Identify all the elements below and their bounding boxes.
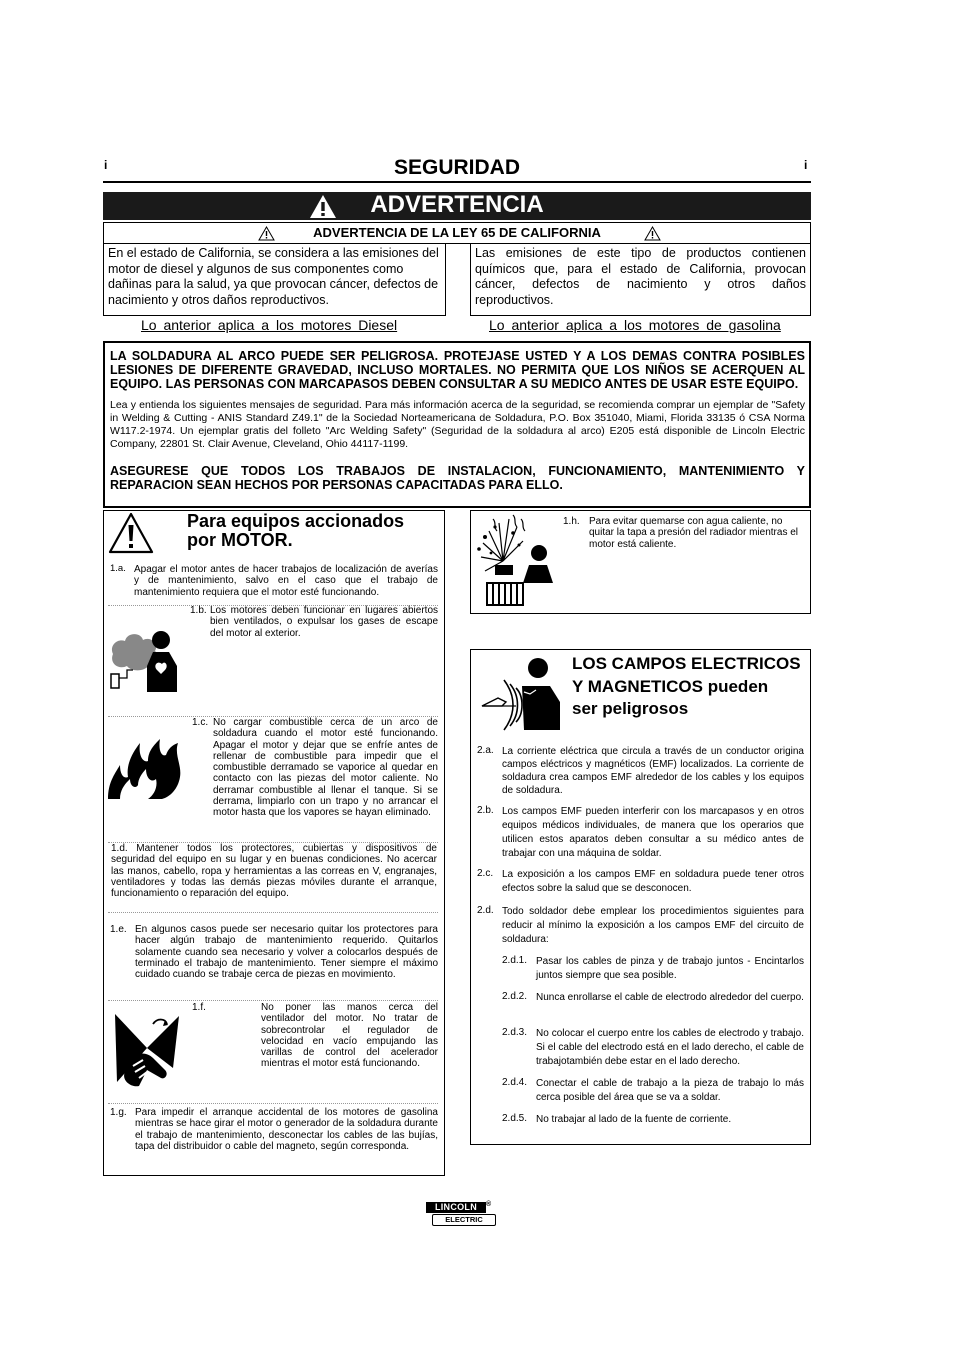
item-number: 1.c.	[192, 717, 209, 728]
exhaust-fumes-icon	[107, 626, 187, 696]
item-number: 2.d.4.	[502, 1077, 528, 1088]
emf-item-2d: Todo soldador debe emplear los procedimientos siguientes para reducir al mínimo la exposición a los campos EMF del circuito de soldadura:	[502, 906, 804, 945]
california-heading-box	[103, 222, 811, 244]
emf-subitem-2d4: Conectar el cable de trabajo a la pieza de trabajo lo más cerca posible del área que se va a soldar.	[536, 1078, 804, 1103]
engine-item-1e: En algunos casos puede ser necesario quitar los protectores para hacer algún trabajo de mantenimiento requerido. Quitarlos solamente cuando sea necesario y volver a colocarlos después de terminado el trabajo de mantenimiento. Tener siempre el máximo cuidado cuando se trabaje cerca de piezas en movimiento.	[135, 924, 438, 981]
item-number: 2.c.	[477, 868, 494, 879]
item-number: 2.d.	[477, 905, 494, 916]
item-number: 2.d.3.	[502, 1027, 528, 1038]
warning-bar-label: ADVERTENCIA	[370, 191, 544, 218]
logo-top-text: LINCOLN	[426, 1202, 486, 1213]
engine-item-1d	[111, 843, 437, 899]
item-number: 1.a.	[110, 563, 126, 574]
separator	[108, 912, 438, 913]
radiator-text: Para evitar quemarse con agua caliente, no quitar la tapa a presión del radiador mientras el motor está caliente.	[589, 516, 799, 550]
item-number: 1.g.	[110, 1107, 127, 1118]
california-diesel-text: En el estado de California, se considera a las emisiones del motor de diesel y algunos de sus componentes como dañinas para la salud, ya que provocan cáncer, defectos de nacimiento y otros daños reproductivos.	[108, 246, 439, 307]
general-warning-info: Lea y entienda los siguientes mensajes de seguridad. Para más información acerca de la seguridad, se recomienda comprar un ejemplar de "Safety in Welding & Cutting - ANIS Standard Z49.1" de la Sociedad Norteamericana de Soldadura, P.O. Box 351040, Miami, Florida 33135 ó CSA Norma W117.2-1974. Un ejemplar gratis del folleto "Arc Welding Safety" (Seguridad de la soldadura al arco) E205 está disponible de Lincoln Electric Company, 22801 St. Clair Avenue, Cleveland, Ohio 44117-1199.	[110, 399, 805, 450]
emf-heading-line3: ser peligrosos	[572, 699, 689, 718]
item-number: 1.d.	[111, 843, 128, 854]
engine-item-1a: Apagar el motor antes de hacer trabajos de localización de averías y de mantenimiento, salvo en el caso que el trabajo de mantenimiento requiera que el motor esté funcionando.	[134, 564, 438, 598]
item-number: 1.e.	[110, 924, 127, 935]
emf-subitem-2d1: Pasar los cables de pinza y de trabajo juntos - Encintarlos juntos siempre que sea posible.	[536, 956, 804, 981]
emf-item-2a: La corriente eléctrica que circula a través de un conductor origina campos eléctricos y magnéticos (EMF) localizados. La corriente de soldadura crea campos EMF alrededor de los cables y los equipos de soldadura.	[502, 746, 804, 796]
emf-heading-line1: LOS CAMPOS ELECTRICOS	[572, 654, 801, 673]
california-gasoline-box	[470, 243, 811, 316]
warning-bar	[103, 192, 811, 220]
separator	[108, 1103, 438, 1104]
engine-item-1c: No cargar combustible cerca de un arco de soldadura cuando el motor esté funcionando. Apagar el motor y dejar que se enfríe antes de rellenar de combustible para impedir que el combustible derramado se vaporice al quedar en contacto con las piezas del motor caliente. No derramar combustible al llenar el tanque. Si se derrama, limpiarlo con un trapo y no arrancar el motor hasta que los vapores se hayan eliminado.	[213, 717, 438, 819]
item-number: 2.a.	[477, 745, 494, 756]
general-warning-footer: ASEGURESE QUE TODOS LOS TRABAJOS DE INSTALACION, FUNCIONAMIENTO, MANTENIMIENTO Y REPARACION SEAN HECHOS POR PERSONAS CAPACITADAS PARA ELLO.	[110, 464, 805, 492]
separator	[108, 1000, 438, 1001]
diesel-caption: Lo anterior aplica a los motores Diesel	[141, 317, 398, 333]
engine-item-1d-text: Mantener todos los protectores, cubiertas y dispositivos de seguridad del equipo en su lugar y en buenas condiciones. No acercar las manos, cabello, ropa y herramientas a las correas en V, engranajes, ventiladores y todas las demás piezas móviles durante el arranque, funcionamiento o reparación del equipo.	[111, 843, 437, 900]
general-warning-text: LA SOLDADURA AL ARCO PUEDE SER PELIGROSA. PROTEJASE USTED Y A LOS DEMAS CONTRA POSIBLES LESIONES DE DIFERENTE GRAVEDAD, INCLUSO MORTALES. NO PERMITA QUE LOS NIÑOS SE ACERQUEN AL EQUIPO. LAS PERSONAS CON MARCAPASOS DEBEN CONSULTAR A SU MEDICO ANTES DE USAR ESTE EQUIPO.	[110, 349, 805, 391]
fire-flames-icon	[106, 735, 184, 801]
page-number-right: i	[804, 158, 808, 172]
lincoln-electric-logo	[424, 1202, 496, 1227]
emf-subitem-2d3: No colocar el cuerpo entre los cables de electrodo y trabajo. Si el cable del electrodo está en el lado derecho, el cable de trabajotambién debe estar en el lado derecho.	[536, 1028, 804, 1067]
warning-triangle-icon	[258, 226, 275, 241]
emf-heading-line2: Y MAGNETICOS pueden	[572, 676, 769, 696]
emf-welder-icon	[476, 652, 566, 732]
emf-heading	[572, 653, 810, 721]
emf-item-2b: Los campos EMF pueden interferir con los marcapasos y en otros equipos médicos individuales, de manera que los operarios que utilicen estos aparatos deben consultar a su médico antes de trabajar con una máquina de soldar.	[502, 806, 804, 859]
engine-item-1f: No poner las manos cerca del ventilador del motor. No tratar de sobrecontrolar el regulador de velocidad en vacío empujando las varillas de control del acelerador mientras el motor está funcionando.	[261, 1002, 438, 1070]
engine-item-1b: Los motores deben funcionar en lugares abiertos bien ventilados, o expulsar los gases de escape del motor al exterior.	[210, 605, 438, 639]
logo-bottom-text: ELECTRIC	[432, 1214, 496, 1226]
item-number: 2.b.	[477, 805, 494, 816]
item-number: 2.d.2.	[502, 991, 528, 1002]
california-diesel-box	[103, 243, 446, 316]
warning-triangle-icon	[644, 226, 661, 241]
item-number: 2.d.5.	[502, 1113, 528, 1124]
page-title: SEGURIDAD	[393, 156, 520, 179]
emf-subitem-2d2: Nunca enrollarse el cable de electrodo alrededor del cuerpo.	[536, 992, 804, 1003]
hand-fan-icon	[107, 1008, 185, 1090]
general-warning-box	[103, 341, 811, 508]
radiator-steam-icon	[473, 513, 555, 609]
item-number: 1.h.	[563, 516, 580, 527]
page-number-left: i	[104, 158, 108, 172]
emf-subitem-2d5: No trabajar al lado de la fuente de corriente.	[536, 1114, 732, 1125]
engine-item-1g: Para impedir el arranque accidental de los motores de gasolina mientras se hace girar el motor o generador de la soldadura durante el trabajo de mantenimiento, desconectar los cables de las bujías, tapa del distribuidor o cable del magneto, según corresponda.	[135, 1107, 438, 1152]
item-number: 1.b.	[190, 605, 207, 616]
warning-triangle-icon	[108, 512, 154, 554]
california-heading: ADVERTENCIA DE LA LEY 65 DE CALIFORNIA	[313, 225, 601, 240]
gasoline-caption: Lo anterior aplica a los motores de gasolina	[489, 317, 781, 333]
registered-mark: ®	[486, 1201, 492, 1208]
emf-item-2c: La exposición a los campos EMF en soldadura puede tener otros efectos sobre la salud que se desconocen.	[502, 869, 804, 894]
california-gasoline-text: Las emisiones de este tipo de productos contienen químicos que, para el estado de California, provocan cáncer, defectos de nacimiento y otros daños reproductivos.	[475, 246, 806, 307]
item-number: 1.f.	[192, 1002, 206, 1013]
title-rule	[103, 181, 811, 183]
item-number: 2.d.1.	[502, 955, 528, 966]
engine-heading: Para equipos accionados por MOTOR.	[187, 511, 405, 550]
